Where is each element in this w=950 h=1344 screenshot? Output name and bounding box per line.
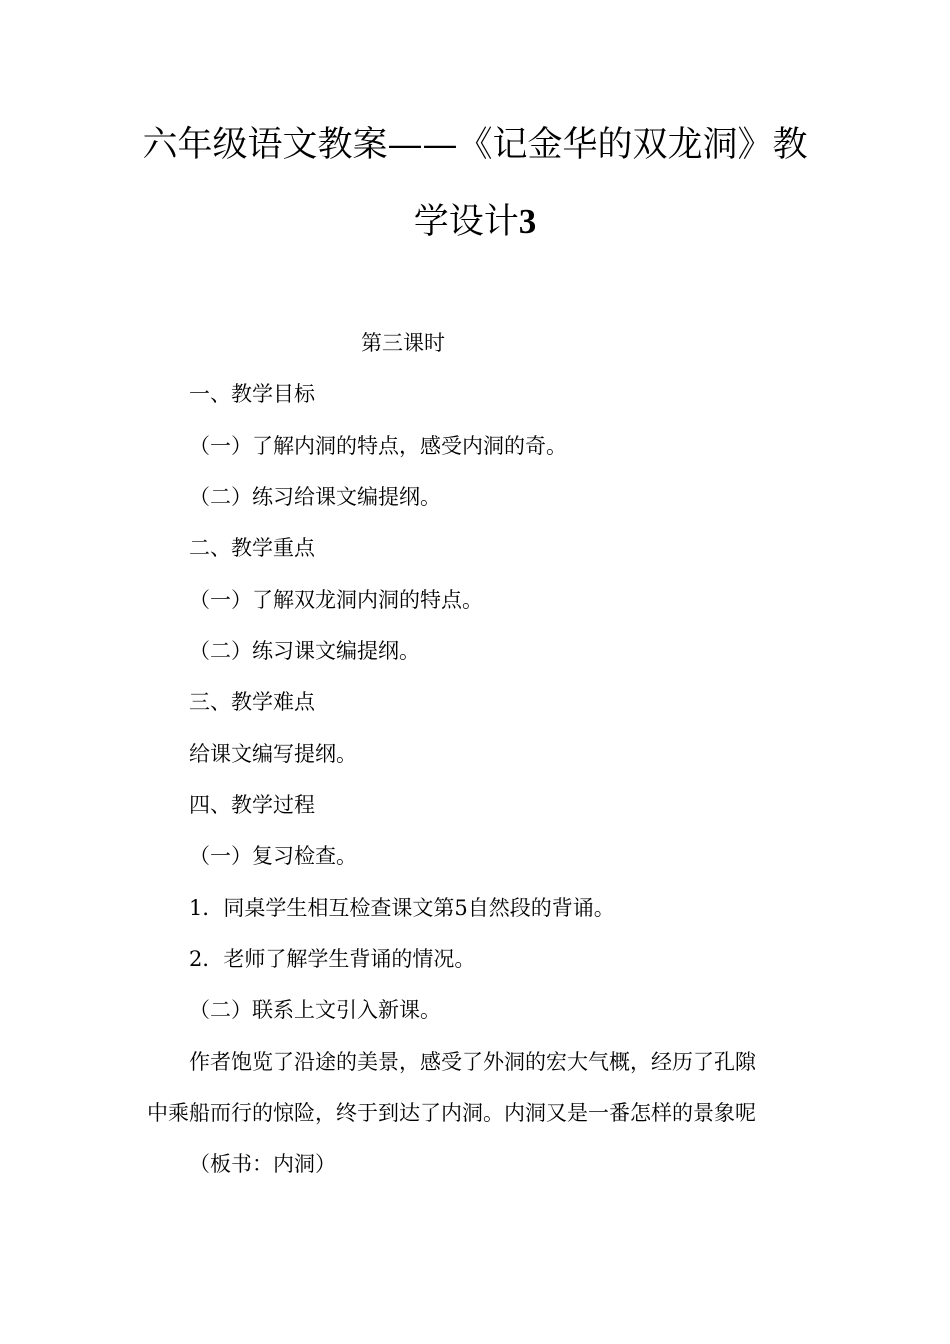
section-heading-process: 四、教学过程 [189,793,315,817]
body-paragraph-line-2: 中乘船而行的惊险，终于到达了内洞。内洞又是一番怎样的景象呢 [147,1101,756,1125]
key-point-item-1: （一）了解双龙洞内洞的特点。 [189,588,483,612]
title-line-2-number: 3 [518,202,537,241]
section-heading-objectives: 一、教学目标 [189,382,315,406]
process-step-2: （二）联系上文引入新课。 [189,998,441,1022]
document-title-line-2 [0,202,950,242]
process-step-1-item-2: 2．老师了解学生背诵的情况。 [189,947,476,971]
section-heading-difficulties: 三、教学难点 [189,690,315,714]
board-note: （板书：内洞） [189,1152,336,1176]
section-heading-key-points: 二、教学重点 [189,536,315,560]
objective-item-1: （一）了解内洞的特点，感受内洞的奇。 [189,434,567,458]
body-paragraph-line-1: 作者饱览了沿途的美景，感受了外洞的宏大气概，经历了孔隙 [189,1050,756,1074]
document-title-line-1: 六年级语文教案——《记金华的双龙洞》教 [142,125,808,165]
objective-item-2: （二）练习给课文编提纲。 [189,485,441,509]
key-point-item-2: （二）练习课文编提纲。 [189,639,420,663]
difficulty-item: 给课文编写提纲。 [189,742,357,766]
process-step-1: （一）复习检查。 [189,844,357,868]
lesson-label: 第三课时 [361,331,445,355]
title-line-2-text: 学设计 [413,202,519,242]
process-step-1-item-1: 1．同桌学生相互检查课文第5自然段的背诵。 [189,896,615,920]
